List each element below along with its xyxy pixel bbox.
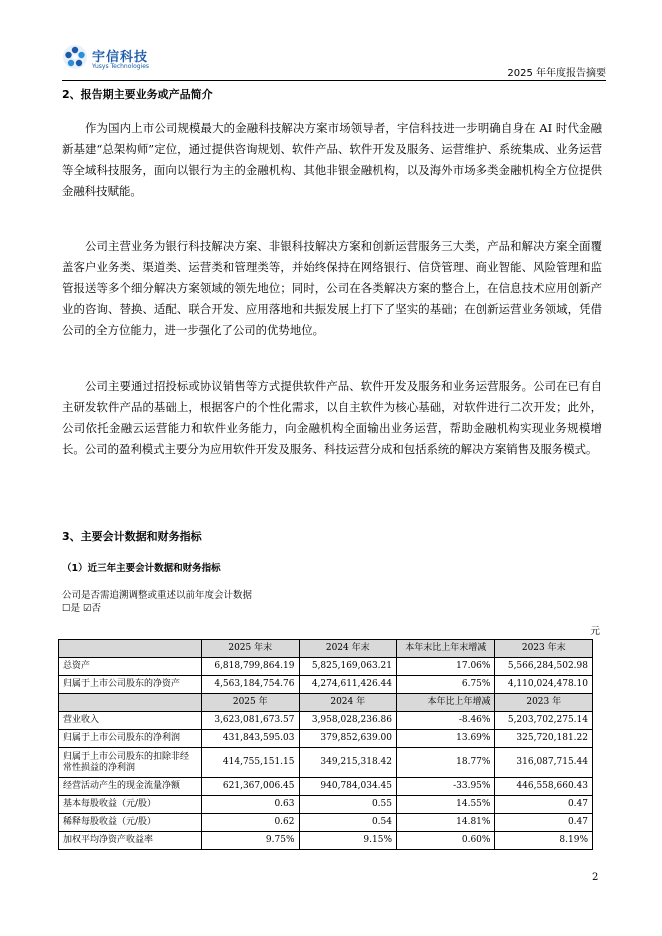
header-cell: 2023 年末: [495, 640, 593, 658]
table-row: [59, 832, 593, 850]
value-cell: 940,784,034.45: [299, 778, 397, 796]
change-cell: -33.95%: [397, 778, 495, 796]
value-cell: 0.47: [495, 814, 593, 832]
restatement-question: 公司是否需追溯调整或重述以前年度会计数据: [62, 590, 253, 601]
table-row: [59, 658, 593, 676]
header-cell: [59, 640, 202, 658]
table-row: [59, 814, 593, 832]
value-cell: 9.75%: [202, 832, 300, 850]
row-label: 营业收入: [59, 712, 202, 730]
row-label: 稀释每股收益（元/股）: [59, 814, 202, 832]
section-3-title: 3、主要会计数据和财务指标: [62, 530, 202, 543]
change-cell: -8.46%: [397, 712, 495, 730]
value-cell: 0.63: [202, 796, 300, 814]
section-2-title: 2、报告期主要业务或产品简介: [62, 88, 213, 101]
header-cell: [59, 694, 202, 712]
value-cell: 5,566,284,502.98: [495, 658, 593, 676]
row-label: 归属于上市公司股东的净资产: [59, 676, 202, 694]
value-cell: 0.54: [299, 814, 397, 832]
change-cell: 13.69%: [397, 730, 495, 748]
value-cell: 621,367,006.45: [202, 778, 300, 796]
logo-mark-icon: [62, 44, 88, 70]
value-cell: 349,215,318.42: [299, 748, 397, 778]
value-cell: 8.19%: [495, 832, 593, 850]
table-row: [59, 778, 593, 796]
value-cell: 5,825,169,063.21: [299, 658, 397, 676]
value-cell: 0.47: [495, 796, 593, 814]
value-cell: 325,720,181.22: [495, 730, 593, 748]
change-cell: 0.60%: [397, 832, 495, 850]
value-cell: 379,852,639.00: [299, 730, 397, 748]
header-cell: 2025 年: [202, 694, 300, 712]
table-row: [59, 796, 593, 814]
value-cell: 4,110,024,478.10: [495, 676, 593, 694]
header-cell: 2024 年末: [299, 640, 397, 658]
value-cell: 446,558,660.43: [495, 778, 593, 796]
value-cell: 5,203,702,275.14: [495, 712, 593, 730]
document-title: 2025 年年度报告摘要: [507, 68, 606, 79]
header-cell: 本年末比上年末增减: [397, 640, 495, 658]
header-cell: 2023 年: [495, 694, 593, 712]
business-paragraph-2: 公司主营业务为银行科技解决方案、非银科技解决方案和创新运营服务三大类，产品和解决方案全面覆盖客户业务类、渠道类、运营类和管理类等，并始终保持在网络银行、信贷管理、商业智能、风险管理和监管报送等多个细分解决方案领域的领先地位；同时，公司在各类解决方案的整合上，在信息技术应用创新产业的咨询、替换、适配、联合开发、应用落地和共振发展上打下了坚实的基础；在创新运营业务领域，凭借公司的全方位能力，进一步强化了公司的优势地位。: [62, 239, 602, 337]
value-cell: 0.62: [202, 814, 300, 832]
row-label: 经营活动产生的现金流量净额: [59, 778, 202, 796]
change-cell: 14.55%: [397, 796, 495, 814]
table-row: [59, 730, 593, 748]
company-logo: [62, 44, 182, 74]
header-cell: 2025 年末: [202, 640, 300, 658]
change-cell: 18.77%: [397, 748, 495, 778]
table-row: [59, 748, 593, 778]
logo-subtitle: Yusys Technologies: [92, 63, 150, 70]
header-cell: 本年比上年增减: [397, 694, 495, 712]
value-cell: 9.15%: [299, 832, 397, 850]
value-cell: 316,087,715.44: [495, 748, 593, 778]
row-label: 总资产: [59, 658, 202, 676]
row-label: 归属于上市公司股东的净利润: [59, 730, 202, 748]
table-row: [59, 712, 593, 730]
page-header: [62, 44, 606, 80]
currency-unit: 元: [590, 626, 600, 637]
value-cell: 4,563,184,754.76: [202, 676, 300, 694]
change-cell: 6.75%: [397, 676, 495, 694]
financial-indicators-table: [58, 639, 593, 850]
business-paragraph-3: 公司主要通过招投标或协议销售等方式提供软件产品、软件开发及服务和业务运营服务。公司在已有自主研发软件产品的基础上，根据客户的个性化需求，以自主软件为核心基础，对软件进行二次开发；此外，公司依托金融云运营能力和软件业务能力，向金融机构全面输出业务运营，帮助金融机构实现业务规模增长。公司的盈利模式主要分为应用软件开发及服务、科技运营分成和包括系统的解决方案销售及服务模式。: [62, 379, 602, 456]
change-cell: 14.81%: [397, 814, 495, 832]
logo-name: 宇信科技: [92, 50, 149, 65]
business-paragraph-1: 作为国内上市公司规模最大的金融科技解决方案市场领导者，宇信科技进一步明确自身在 AI 时代金融新基建“总架构师”定位，通过提供咨询规划、软件产品、软件开发及服务、运营维护、系统集成、业务运营等全域科技服务，面向以银行为主的金融机构、其他非银金融机构，以及海外市场多类金融机构全方位提供金融科技赋能。: [62, 121, 602, 198]
value-cell: 414,755,151.15: [202, 748, 300, 778]
value-cell: 6,818,799,864.19: [202, 658, 300, 676]
value-cell: 0.55: [299, 796, 397, 814]
change-cell: 17.06%: [397, 658, 495, 676]
subsection-title: （1）近三年主要会计数据和财务指标: [62, 563, 221, 574]
restatement-checkboxes: ☐是 ☑否: [62, 603, 102, 614]
value-cell: 4,274,611,426.44: [299, 676, 397, 694]
table-header-row: [59, 694, 593, 712]
value-cell: 3,958,028,236.86: [299, 712, 397, 730]
header-cell: 2024 年: [299, 694, 397, 712]
row-label: 归属于上市公司股东的扣除非经常性损益的净利润: [59, 748, 202, 778]
page-number: 2: [592, 872, 599, 883]
table-header-row: [59, 640, 593, 658]
value-cell: 431,843,595.03: [202, 730, 300, 748]
header-divider: [62, 80, 606, 81]
value-cell: 3,623,081,673.57: [202, 712, 300, 730]
table-row: [59, 676, 593, 694]
row-label: 基本每股收益（元/股）: [59, 796, 202, 814]
row-label: 加权平均净资产收益率: [59, 832, 202, 850]
